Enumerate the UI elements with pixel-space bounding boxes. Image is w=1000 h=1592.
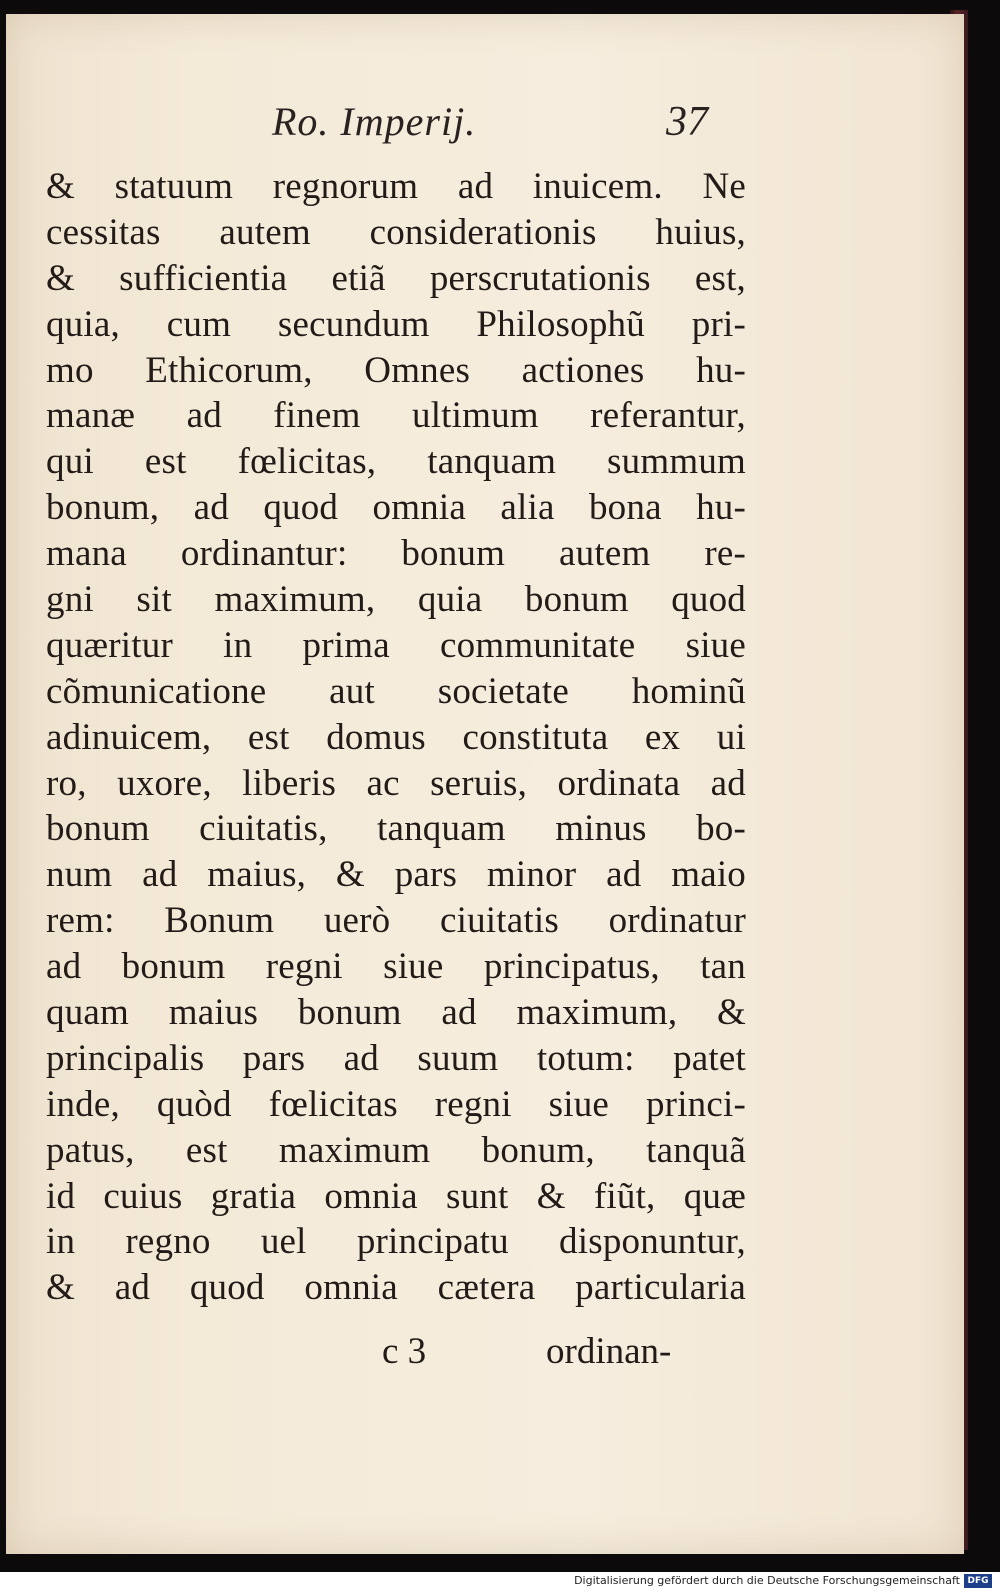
text-line: manæ ad finem ultimum referantur, [46,395,746,437]
text-line: bonum, ad quod omnia alia bona hu- [46,487,746,529]
text-line: id cuius gratia omnia sunt & fiũt, quæ [46,1175,746,1217]
text-line: & ad quod omnia cætera particularia [46,1267,746,1309]
digitization-footer [0,1572,1000,1592]
text-line: ro, uxore, liberis ac seruis, ordinata ad [46,762,746,804]
running-title: Ro. Imperij. [272,99,477,144]
catch-line [6,1330,964,1380]
text-line: & statuum regnorum ad inuicem. Ne [46,166,746,207]
text-line: patus, est maximum bonum, tanquã [46,1129,746,1171]
running-head [6,92,964,162]
book-page [6,14,964,1554]
text-line: quam maius bonum ad maximum, & [46,992,746,1034]
text-line: & sufficientia etiã perscrutationis est, [46,257,746,299]
text-line: cessitas autem considerationis huius, [46,211,746,253]
text-line: adinuicem, est domus constituta ex ui [46,716,746,758]
page-number: 37 [666,99,708,145]
text-line: bonum ciuitatis, tanquam minus bo- [46,808,746,850]
text-block [46,164,746,1311]
text-line: mo Ethicorum, Omnes actiones hu- [46,349,746,391]
text-line: cõmunicatione aut societate hominũ [46,670,746,712]
text-line: quia, cum secundum Philosophũ pri- [46,303,746,345]
text-line: in regno uel principatu disponuntur, [46,1221,746,1263]
text-line: mana ordinantur: bonum autem re- [46,533,746,575]
text-line: num ad maius, & pars minor ad maio [46,854,746,896]
text-line: gni sit maximum, quia bonum quod [46,579,746,621]
text-line: qui est fœlicitas, tanquam summum [46,441,746,483]
text-line: quæritur in prima communitate siue [46,624,746,666]
text-line: ad bonum regni siue principatus, tan [46,946,746,988]
digitization-credit: Digitalisierung gefördert durch die Deutsche Forschungsgemeinschaft [574,1574,960,1587]
text-line: inde, quòd fœlicitas regni siue princi- [46,1083,746,1125]
dfg-logo: DFG [964,1574,992,1588]
catchword: ordinan- [546,1331,672,1372]
text-line: rem: Bonum uerò ciuitatis ordinatur [46,900,746,942]
signature-mark: c 3 [382,1331,427,1372]
text-line: principalis pars ad suum totum: patet [46,1037,746,1079]
